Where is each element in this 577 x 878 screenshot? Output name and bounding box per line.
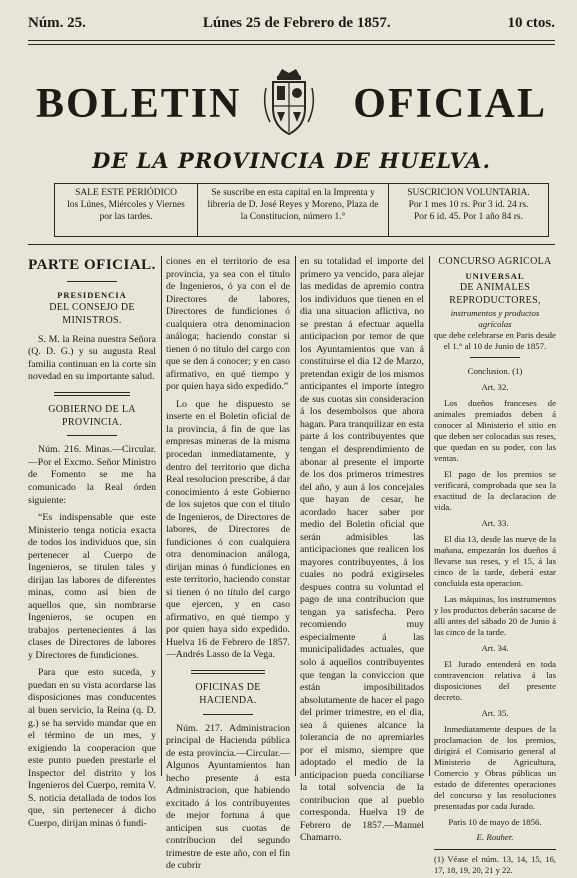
- column-separator: [295, 256, 296, 776]
- divider: [67, 435, 117, 436]
- title-right: OFICIAL: [353, 81, 547, 127]
- circular-217: Núm. 217. Administracion principal de Hacienda pública de esta provincia.—Circular.—Algunos Ayuntamientos han hecho presente á esta Administracion, que habiendo excitado á los contribuyentes de mejor fortuna á que anticipen sus cuotas de contribucion del segundo trimestre de este año, con el fin de cubrir: [166, 722, 290, 872]
- circular-216-order-cont: Para que esto suceda, y puedan en su vista acordarse las disposiciones mas conducentes al buen servicio, la Reina (q. D. g.) se ha servido mandar que en el término de un mes, y exigiendo la cooperacion que este punto pueden prestarle el Inspector del distrito y los Ingenieros del Cuerpo, remita V. S. noticia detallada de todos los que, sin pertenecer á dicho Cuerpo, dirijan minas ó fundi-: [28, 667, 156, 829]
- instruments-subheading: instrumentos y productos agrícolas: [450, 308, 540, 330]
- infobox-subscription-text: Se suscribe en esta capital en la Imprenta y librería de D. José Reyes y Moreno, Plaza de la Constitucion, número 1.°: [207, 188, 379, 222]
- divider: [67, 281, 117, 282]
- circular-216-intro: Núm. 216. Minas.—Circular.—Por el Excmo. Señor Ministro de Fomento se me ha comunicado la Real órden siguiente:: [28, 444, 156, 506]
- title-left: BOLETIN: [36, 81, 242, 127]
- royal-health-notice: S. M. la Reina nuestra Señora (Q. D. G.) y su augusta Real familia continuan en la corte sin novedad en su importante salud.: [28, 333, 156, 383]
- infobox-prices-line2: Por 6 id. 45. Por 1 año 84 rs.: [414, 211, 523, 222]
- issue-number: Núm. 25.: [28, 14, 86, 31]
- contest-intro: que debe celebrarse en Paris desde el 1.° al 10 de Junio de 1857.: [434, 330, 556, 352]
- masthead-title: [28, 66, 555, 146]
- conclusion-label: Conclusion. (1): [467, 366, 523, 377]
- presidency-heading: PRESIDENCIA: [57, 290, 127, 301]
- circular-216-order: “Es indispensable que este Ministerio tenga noticia exacta de todos los individuos que, sin pertenecer al Cuerpo de Ingenieros, se titulen tales y dirijan las labores de diferentes minas, como así bien de aquellos que, sin nombrarse Ingenieros, se ocupen en trabajos pertenecientes á las clases de Directores de labores y Directores de fundiciones.: [28, 512, 156, 661]
- infobox-subscription-place: [198, 184, 389, 236]
- columns-rule-top: [28, 244, 555, 245]
- article-34-text: El Jurado entenderá en toda contravencion relativa á las disposiciones del presente decreto.: [434, 658, 556, 702]
- article-33-text-b: Las máquinas, los instrumentos y los productos deberán sacarse de allí antes del sábado 20 de Junio á las cinco de la tarde.: [434, 593, 556, 637]
- masthead-rule-top-2: [28, 44, 555, 45]
- circular-216-resolution: Lo que he dispuesto se inserte en el Boletin oficial de la provincia, á fin de que las empresas mineras de la misma procedan inmediatamente, y dentro del territorio que dicha Real resolucion prescribe, á dar conocimiento á este Gobierno de los sujetos que con el título de Ingenieros, de Directores de labores, de Directores de fundiciones ó con cualquiera otra denominacion análoga, dirijan minas ó fundiciones en este territorio, haciendo constar si tienen ó no título del cargo que ejercen, y en caso afirmativo, en qué tiempo y por quien haya sido expedido. Huelva 16 de Febrero de 1857. —Andrés Lasso de la Vega.: [166, 398, 290, 661]
- article-33-text: El dia 13, desde las nueve de la mañana, empezarán los dueños á llevarse sus reses, y el 15, á las cinco de la tarde, deberá estar concluida esta operacion.: [434, 533, 556, 588]
- masthead-subtitle: DE LA PROVINCIA DE HUELVA.: [92, 148, 491, 173]
- agricultural-contest-heading: CONCURSO AGRICOLA: [438, 256, 552, 267]
- official-section-heading: PARTE OFICIAL.: [28, 257, 156, 273]
- infobox-prices: [389, 184, 548, 236]
- column-1: [28, 256, 156, 835]
- masthead-rule-top: [28, 40, 555, 41]
- treasury-offices-heading: OFICINAS DE HACIENDA.: [195, 682, 261, 706]
- column-2: [166, 256, 290, 878]
- divider: [470, 357, 520, 358]
- infobox-publication-text: los Lúnes, Miércoles y Viernes por las tardes.: [67, 199, 185, 222]
- column-3: [300, 256, 424, 850]
- province-government-heading: GOBIERNO DE LA PROVINCIA.: [48, 403, 136, 428]
- article-32-label: Art. 32.: [481, 382, 509, 393]
- divider: [54, 392, 131, 396]
- article-33-label: Art. 33.: [481, 517, 509, 528]
- circular-216-order-end: ciones en el territorio de esa provincia, ya sea con el título de Ingenieros, ó ya con el de Directores de labores, Directores de fundiciones ó cualquiera otra denominacion análoga; haciendo constar si tienen ó no título del cargo con que se den á conocer; y en caso afirmativo, en qué tiempo y por quien haya sido expedido.”: [166, 256, 290, 393]
- article-32-text-b: El pago de los premios se verificará, comprobada que sea la exactitud de la declaracion de vida.: [434, 468, 556, 512]
- issue-date: Lúnes 25 de Febrero de 1857.: [202, 14, 391, 31]
- infobox-prices-line1: Por 1 mes 10 rs. Por 3 id. 24 rs.: [408, 199, 529, 210]
- article-32-text: Los dueños franceses de animales premiados deben á conocer al Ministerio el sitio en que deben ser colocadas sus reses, que quedan en su poder, con las ventas.: [434, 398, 556, 463]
- circular-217-cont: en su totalidad el importe del primero ya vencido, para alejar las medidas de apremio contra los individuos que tienen en el dia una situacion aflictiva, no se prestan á efectuar aquella anticipacion por temor de que los Ayuntamientos que van á constituirse el dia 12 de Marzo, pretendan exigir de los mismos anticipantes el importe íntegro de sus cuotas sin consideracion á los desembolsos que ahora hagan. Para tranquilizar en esta parte á los contribuyentes que tengan el desprendimiento de abonar al presente el importe de los dos primeros trimestres del año, y aun á los concejales que hayan de cesar, he acordado hacer saber por medio del Boletin oficial que serán admisibles las anticipaciones que realicen los mayores contribuyentes, á los cuales no podrá exigírseles despues contra su voluntad el pago de una contribucion que tengan ya satisfecha. Pero recomiendo muy especialmente á las municipalidades actuales, que solo á aquellos contribuyentes que tengan la conviccion que están imposibilitados absolutamente de hacer el pago del primer trimestre, en el dia, sea á quienes alcance la tolerancia de no apremiarles por el mismo, siempre que adoptado el medio de la anticipacion pueda conciliarse la total solvencia de la contribucion que al pueblo corresponda. Huelva 19 de Febrero de 1857.—Manuel Chamarro.: [300, 256, 424, 844]
- footnote: (1) Véase el núm. 13, 14, 15, 16, 17, 18, 19, 20, 21 y 22.: [434, 849, 556, 875]
- article-34-label: Art. 34.: [481, 642, 509, 653]
- infobox-prices-title: SUSCRICION VOLUNTARIA.: [407, 188, 530, 198]
- divider: [203, 714, 253, 715]
- infobox-publication-title: SALE ESTE PERIÓDICO: [75, 188, 177, 198]
- column-separator: [429, 256, 430, 776]
- coat-of-arms-icon: [260, 66, 318, 140]
- signature-name: E. Rouher.: [476, 832, 514, 843]
- universal-label: UNIVERSAL: [465, 270, 525, 281]
- masthead-topbar: [28, 12, 555, 34]
- divider: [191, 670, 265, 674]
- column-4: [434, 256, 556, 876]
- infobox-publication: [55, 184, 198, 236]
- council-heading: DEL CONSEJO DE MINISTROS.: [49, 302, 135, 326]
- column-separator: [161, 256, 162, 776]
- subscription-infobox: [54, 183, 549, 237]
- animals-heading: DE ANIMALES REPRODUCTORES,: [449, 282, 541, 306]
- article-35-label: Art. 35.: [481, 707, 509, 718]
- article-35-text: Inmediatamente despues de la proclamacion de los premios, dirigirá el Comisario general al Ministerio de Agricultura, Comercio y Obras públicas un estado de diferentes operaciones del concurso y las resoluciones presentadas por cada Jurado.: [434, 723, 556, 811]
- issue-price: 10 ctos.: [507, 14, 555, 31]
- signature-date: Paris 10 de mayo de 1856.: [448, 816, 542, 827]
